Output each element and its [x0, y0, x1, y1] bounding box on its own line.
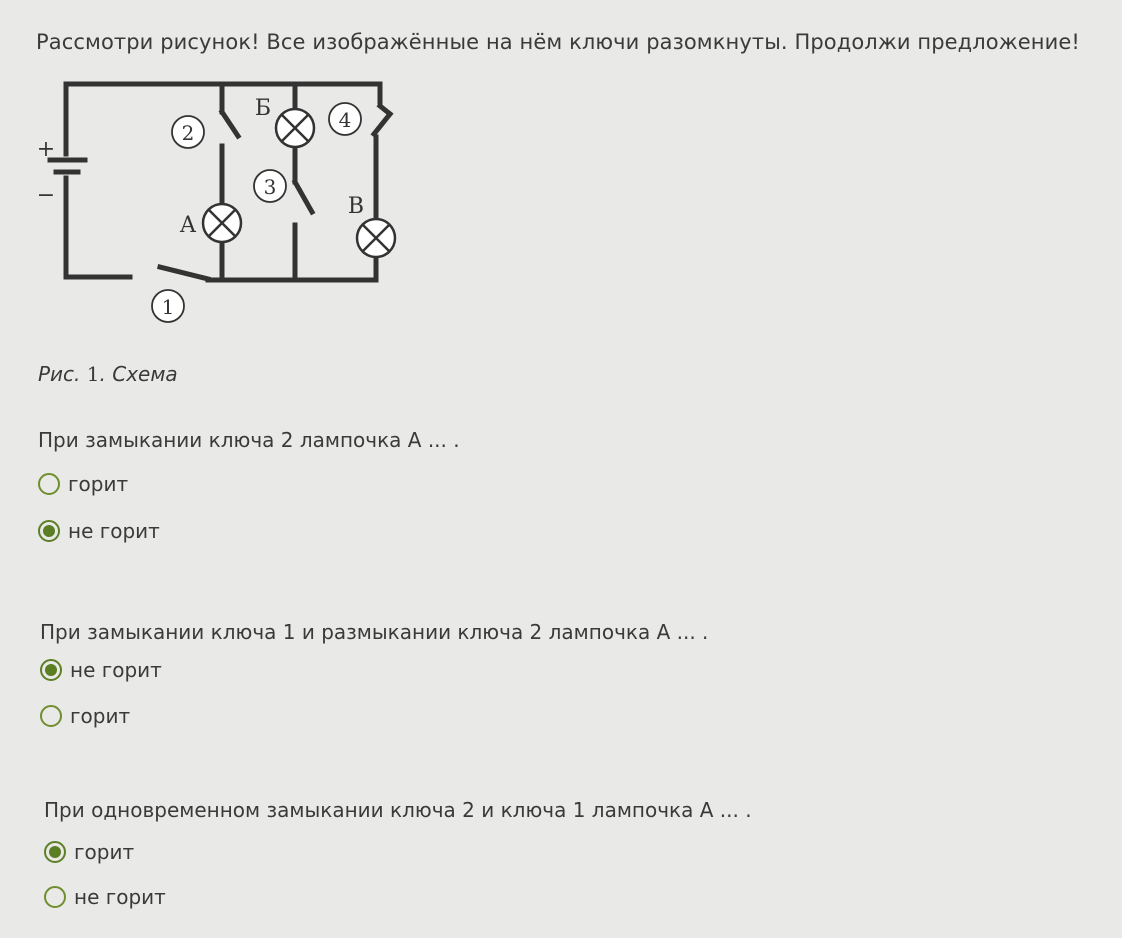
- question-1: При замыкании ключа 2 лампочка А ... .: [38, 428, 460, 452]
- question-2-option-1[interactable]: [40, 658, 162, 682]
- option-label: горит: [70, 704, 131, 728]
- radio-button[interactable]: [44, 886, 66, 908]
- bottom-left-wire: [66, 178, 130, 277]
- option-label: горит: [74, 840, 135, 864]
- key-2-label: 2: [181, 121, 195, 145]
- option-label: не горит: [74, 885, 166, 909]
- lamp-v-label: В: [347, 194, 365, 219]
- key-1-label: 1: [161, 295, 175, 319]
- circuit-diagram: [30, 72, 410, 332]
- caption-number: 1: [86, 362, 100, 386]
- key-2-blade: [222, 112, 238, 136]
- question-1-option-2[interactable]: [38, 519, 160, 543]
- figure-caption: [38, 362, 178, 386]
- battery-minus-label: −: [36, 183, 56, 208]
- caption-suffix: . Схема: [99, 362, 178, 386]
- key-3-blade: [295, 182, 312, 212]
- radio-button-selected[interactable]: [38, 520, 60, 542]
- question-3-option-2[interactable]: [44, 885, 166, 909]
- option-label: горит: [68, 472, 129, 496]
- key-1-blade: [160, 267, 208, 279]
- lamp-a-label: А: [179, 213, 197, 238]
- option-label: не горит: [68, 519, 160, 543]
- radio-button[interactable]: [38, 473, 60, 495]
- key-3-label: 3: [263, 175, 277, 199]
- question-2: При замыкании ключа 1 и размыкании ключа 2 лампочка А ... .: [40, 620, 709, 644]
- question-2-option-2[interactable]: [40, 704, 130, 728]
- task-instruction: Рассмотри рисунок! Все изображённые на нём ключи разомкнуты. Продолжи предложение!: [36, 30, 1080, 54]
- question-3: При одновременном замыкании ключа 2 и ключа 1 лампочка А ... .: [44, 798, 752, 822]
- question-1-option-1[interactable]: [38, 472, 128, 496]
- lamp-b-label: Б: [254, 96, 272, 121]
- key-4-label: 4: [338, 108, 352, 132]
- caption-prefix: Рис.: [38, 362, 87, 386]
- radio-button-selected[interactable]: [40, 659, 62, 681]
- question-3-option-1[interactable]: [44, 840, 134, 864]
- option-label: не горит: [70, 658, 162, 682]
- radio-button-selected[interactable]: [44, 841, 66, 863]
- radio-button[interactable]: [40, 705, 62, 727]
- battery-plus-label: +: [36, 137, 56, 162]
- key-4-blade: [374, 114, 390, 134]
